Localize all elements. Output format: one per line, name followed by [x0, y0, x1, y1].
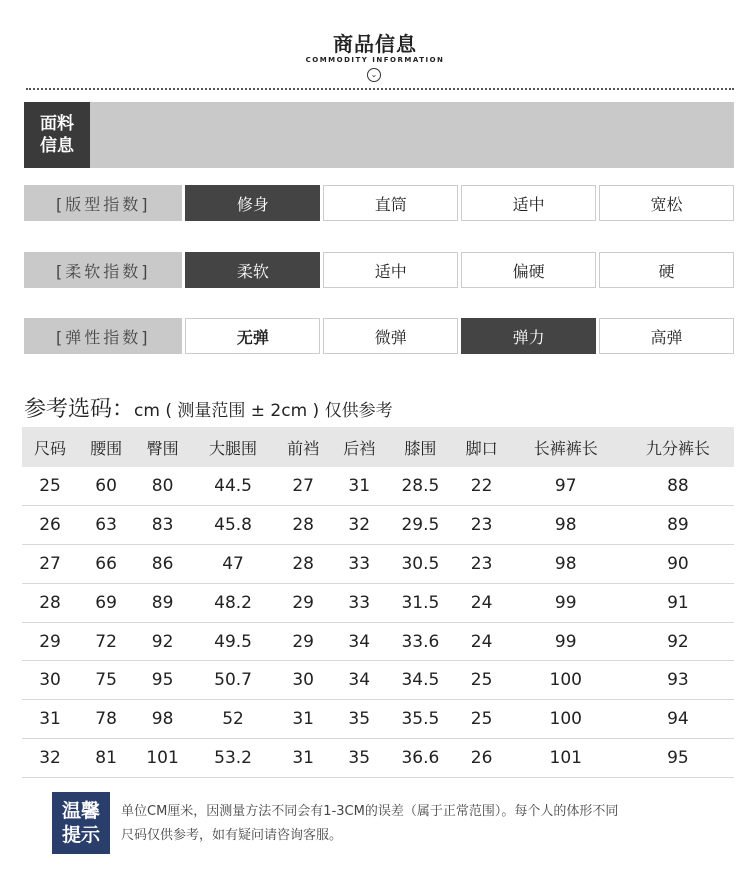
index-title: [版型指数]	[24, 185, 182, 221]
page-subtitle: COMMODITY INFORMATION	[305, 56, 445, 64]
table-cell: 24	[454, 583, 510, 622]
table-cell: 98	[510, 544, 622, 583]
size-reference-note: cm ( 测量范围 ± 2cm ) 仅供参考	[134, 401, 393, 421]
table-cell: 29	[22, 622, 78, 661]
index-option: 弹力	[461, 318, 596, 354]
table-cell: 89	[622, 505, 734, 544]
table-cell: 47	[191, 544, 275, 583]
table-cell: 81	[78, 739, 134, 778]
column-header: 前裆	[275, 427, 331, 467]
index-row	[24, 252, 734, 288]
index-option: 直筒	[323, 185, 458, 221]
table-cell: 34	[331, 661, 387, 700]
table-cell: 52	[191, 700, 275, 739]
page-title: 商品信息	[333, 32, 417, 56]
table-cell: 31.5	[387, 583, 453, 622]
table-cell: 101	[510, 739, 622, 778]
index-option: 高弹	[599, 318, 734, 354]
index-option: 适中	[461, 185, 596, 221]
table-cell: 80	[134, 467, 191, 505]
column-header: 臀围	[134, 427, 191, 467]
table-cell: 30.5	[387, 544, 453, 583]
index-title: [柔软指数]	[24, 252, 182, 288]
index-option: 偏硬	[461, 252, 596, 288]
column-header: 尺码	[22, 427, 78, 467]
table-cell: 30	[275, 661, 331, 700]
table-cell: 33	[331, 544, 387, 583]
table-cell: 72	[78, 622, 134, 661]
table-cell: 45.8	[191, 505, 275, 544]
table-cell: 33.6	[387, 622, 453, 661]
table-cell: 44.5	[191, 467, 275, 505]
table-cell: 23	[454, 505, 510, 544]
table-cell: 34	[331, 622, 387, 661]
table-cell: 25	[22, 467, 78, 505]
table-row	[22, 505, 734, 544]
tip-text	[121, 800, 711, 848]
table-cell: 27	[275, 467, 331, 505]
table-cell: 90	[622, 544, 734, 583]
table-cell: 29	[275, 583, 331, 622]
table-cell: 88	[622, 467, 734, 505]
table-cell: 36.6	[387, 739, 453, 778]
table-cell: 63	[78, 505, 134, 544]
table-cell: 91	[622, 583, 734, 622]
chevron-down-icon: ⌄	[367, 68, 381, 82]
table-cell: 34.5	[387, 661, 453, 700]
table-cell: 31	[275, 739, 331, 778]
index-option: 宽松	[599, 185, 734, 221]
table-cell: 53.2	[191, 739, 275, 778]
table-cell: 100	[510, 661, 622, 700]
column-header: 大腿围	[191, 427, 275, 467]
size-reference-title	[24, 392, 393, 423]
table-cell: 101	[134, 739, 191, 778]
table-row	[22, 700, 734, 739]
table-cell: 94	[622, 700, 734, 739]
table-row	[22, 467, 734, 505]
index-option: 微弹	[323, 318, 458, 354]
table-cell: 23	[454, 544, 510, 583]
table-row	[22, 622, 734, 661]
table-cell: 30	[22, 661, 78, 700]
table-cell: 95	[622, 739, 734, 778]
table-cell: 22	[454, 467, 510, 505]
table-row	[22, 739, 734, 778]
column-header: 腰围	[78, 427, 134, 467]
table-cell: 35	[331, 739, 387, 778]
column-header: 九分裤长	[622, 427, 734, 467]
index-title: [弹性指数]	[24, 318, 182, 354]
column-header: 长裤裤长	[510, 427, 622, 467]
table-cell: 25	[454, 700, 510, 739]
table-cell: 28.5	[387, 467, 453, 505]
table-cell: 99	[510, 622, 622, 661]
index-option: 硬	[599, 252, 734, 288]
table-cell: 28	[275, 544, 331, 583]
table-cell: 32	[331, 505, 387, 544]
table-cell: 49.5	[191, 622, 275, 661]
table-cell: 35.5	[387, 700, 453, 739]
index-option: 无弹	[185, 318, 320, 354]
table-cell: 93	[622, 661, 734, 700]
table-cell: 75	[78, 661, 134, 700]
column-header: 后裆	[331, 427, 387, 467]
table-cell: 98	[510, 505, 622, 544]
table-cell: 29	[275, 622, 331, 661]
table-cell: 100	[510, 700, 622, 739]
table-cell: 95	[134, 661, 191, 700]
table-cell: 99	[510, 583, 622, 622]
table-cell: 35	[331, 700, 387, 739]
table-cell: 50.7	[191, 661, 275, 700]
table-cell: 86	[134, 544, 191, 583]
table-cell: 66	[78, 544, 134, 583]
index-option: 柔软	[185, 252, 320, 288]
table-cell: 33	[331, 583, 387, 622]
table-cell: 25	[454, 661, 510, 700]
column-header: 膝围	[387, 427, 453, 467]
table-cell: 60	[78, 467, 134, 505]
tip-text-line: 单位CM厘米，因测量方法不同会有1-3CM的误差（属于正常范围）。每个人的体形不同	[121, 804, 619, 819]
table-cell: 26	[22, 505, 78, 544]
table-cell: 31	[331, 467, 387, 505]
size-table	[22, 427, 734, 778]
table-cell: 24	[454, 622, 510, 661]
table-body	[22, 467, 734, 778]
table-row	[22, 661, 734, 700]
table-cell: 98	[134, 700, 191, 739]
column-header: 脚口	[454, 427, 510, 467]
index-row	[24, 318, 734, 354]
table-cell: 92	[134, 622, 191, 661]
table-cell: 29.5	[387, 505, 453, 544]
table-header-row	[22, 427, 734, 467]
table-cell: 26	[454, 739, 510, 778]
table-cell: 31	[22, 700, 78, 739]
table-cell: 31	[275, 700, 331, 739]
index-option: 适中	[323, 252, 458, 288]
table-cell: 48.2	[191, 583, 275, 622]
index-row	[24, 185, 734, 221]
tip-label: 温馨 提示	[52, 792, 110, 854]
table-cell: 78	[78, 700, 134, 739]
header-divider	[26, 88, 734, 90]
table-cell: 89	[134, 583, 191, 622]
fabric-info-label: 面料 信息	[24, 102, 90, 168]
table-cell: 69	[78, 583, 134, 622]
table-cell: 92	[622, 622, 734, 661]
table-cell: 32	[22, 739, 78, 778]
table-cell: 83	[134, 505, 191, 544]
table-cell: 97	[510, 467, 622, 505]
table-row	[22, 544, 734, 583]
table-cell: 27	[22, 544, 78, 583]
fabric-info-bar	[24, 102, 734, 168]
size-reference-heading: 参考选码：	[24, 397, 135, 422]
table-row	[22, 583, 734, 622]
table-cell: 28	[22, 583, 78, 622]
table-cell: 28	[275, 505, 331, 544]
index-option: 修身	[185, 185, 320, 221]
tip-text-line: 尺码仅供参考，如有疑问请咨询客服。	[121, 828, 343, 843]
